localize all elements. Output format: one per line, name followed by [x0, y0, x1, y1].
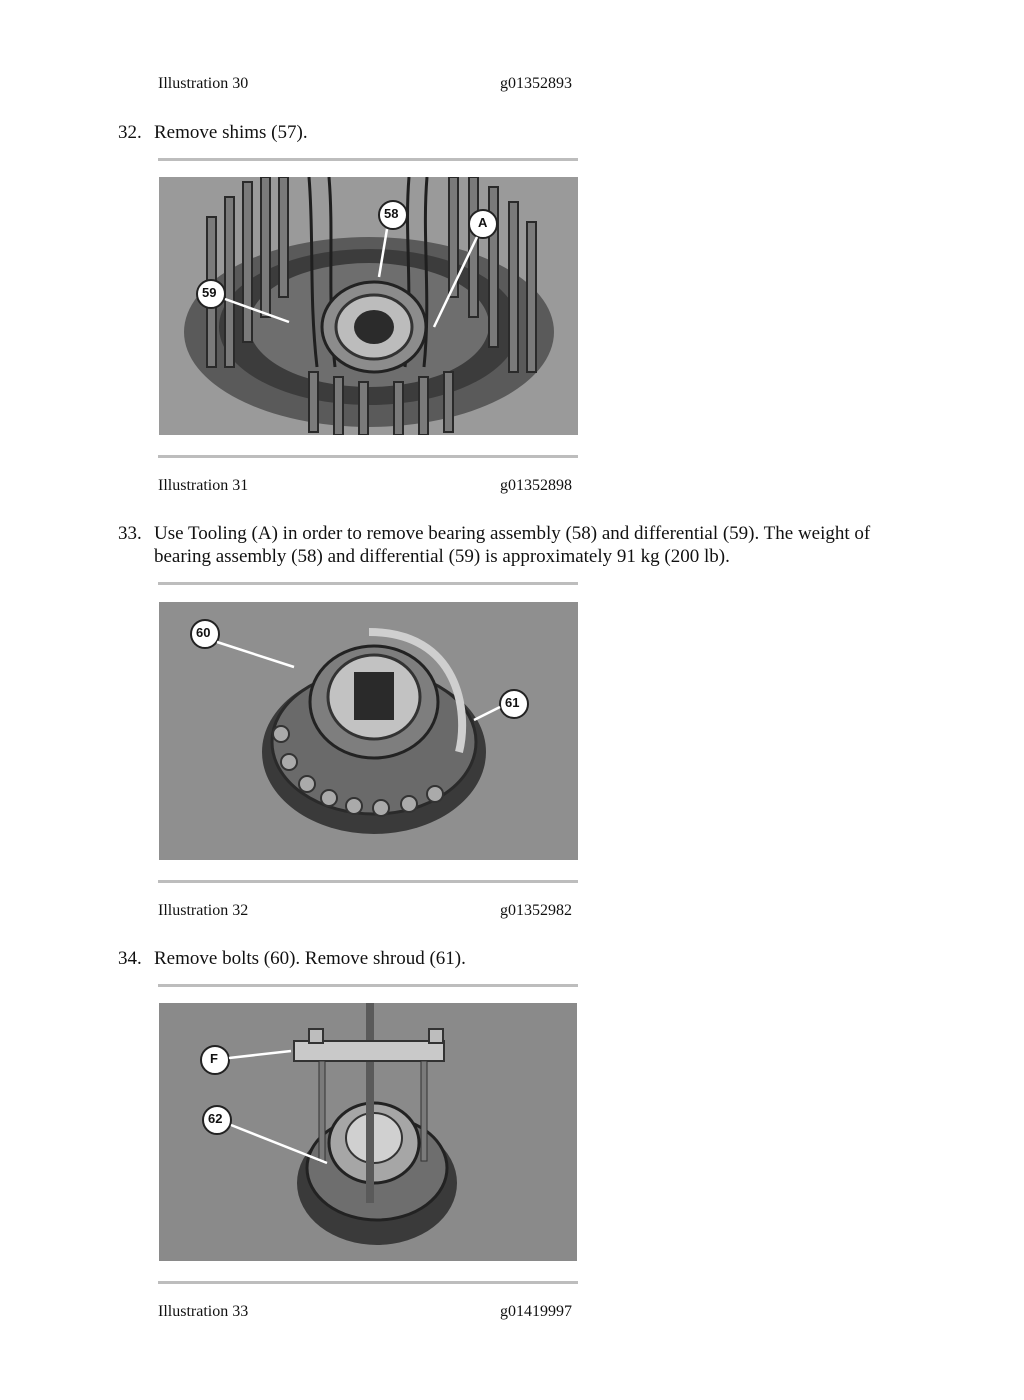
procedure-step — [118, 522, 928, 570]
divider — [158, 984, 578, 987]
caption-label: Illustration 33 — [158, 1303, 249, 1320]
callout-label: 59 — [202, 285, 217, 300]
procedure-step — [118, 947, 928, 971]
caption-label: Illustration 31 — [158, 477, 249, 494]
callout-label: F — [210, 1051, 218, 1066]
step-text: Remove shims (57). — [154, 122, 308, 143]
caption-graphic-id: g01419997 — [500, 1303, 572, 1320]
callout-label: A — [478, 215, 488, 230]
step-number: 34. — [118, 948, 142, 969]
caption-graphic-id: g01352982 — [500, 902, 572, 919]
photo-puller-tool — [159, 1003, 577, 1261]
figure-caption — [158, 902, 578, 920]
step-text: Use Tooling (A) in order to remove bearing assembly (58) and differential (59). The weight of bearing assembly (58) and differential (59) is approximately 91 kg (200 lb). — [154, 523, 871, 567]
caption-label: Illustration 30 — [158, 75, 249, 92]
divider — [158, 455, 578, 458]
callout-label: 58 — [384, 206, 399, 221]
callout-label: 61 — [505, 695, 520, 710]
divider — [158, 1281, 578, 1284]
procedure-step — [118, 121, 928, 145]
figure-caption — [158, 477, 578, 495]
divider — [158, 880, 578, 883]
puller-tool-image — [159, 1003, 577, 1261]
callout-label: 60 — [196, 625, 211, 640]
figure-caption — [158, 75, 578, 93]
caption-graphic-id: g01352893 — [500, 75, 572, 92]
figure-caption — [158, 1303, 578, 1321]
step-text: Remove bolts (60). Remove shroud (61). — [154, 948, 466, 969]
bearing-assembly-image — [159, 602, 578, 860]
step-number: 32. — [118, 122, 142, 143]
photo-bearing-assembly — [159, 602, 578, 860]
step-number: 33. — [118, 523, 142, 544]
differential-housing-image — [159, 177, 578, 435]
divider — [158, 158, 578, 161]
callout-label: 62 — [208, 1111, 223, 1126]
caption-graphic-id: g01352898 — [500, 477, 572, 494]
divider — [158, 582, 578, 585]
photo-differential-housing — [159, 177, 578, 435]
caption-label: Illustration 32 — [158, 902, 249, 919]
